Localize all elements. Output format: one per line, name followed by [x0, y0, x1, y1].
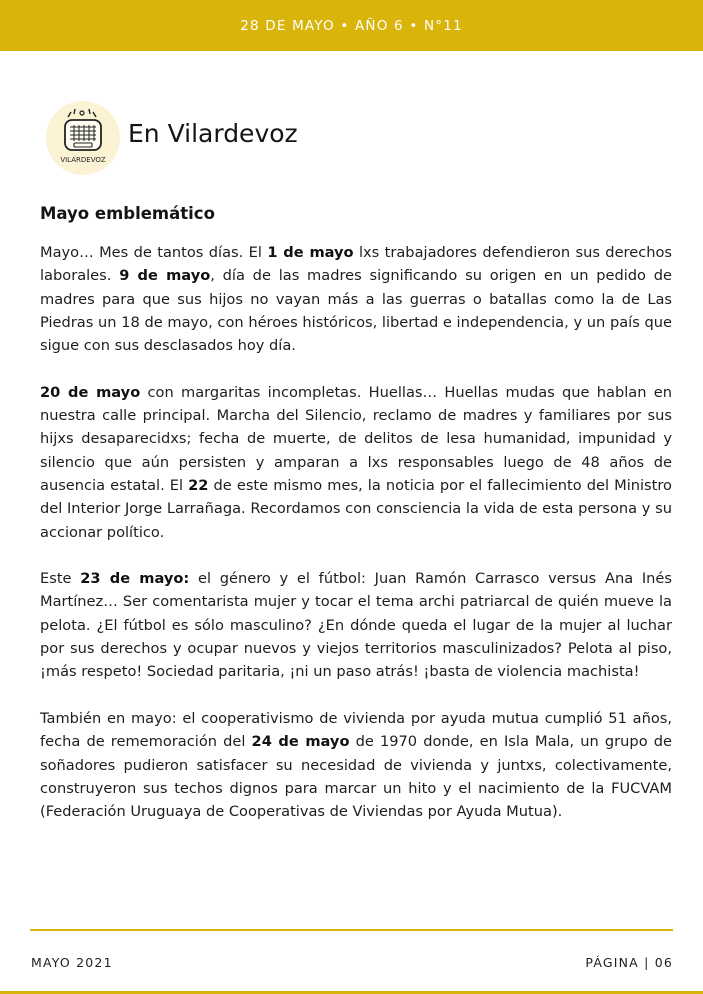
article-heading: Mayo emblemático — [40, 204, 215, 223]
footer-date: MAYO 2021 — [31, 955, 113, 970]
section-title: En Vilardevoz — [128, 119, 298, 148]
paragraph-text: Mayo… Mes de tantos días. El — [40, 244, 268, 261]
issue-line: 28 DE MAYO • AÑO 6 • N°11 — [240, 17, 463, 34]
paragraph-text: lxs trabajadores defendieron sus derechos laborales. — [40, 244, 673, 285]
page-number: PÁGINA | 06 — [585, 955, 673, 970]
date-highlight: 20 de mayo — [40, 383, 141, 401]
date-highlight: 23 de mayo: — [80, 570, 190, 588]
logo-caption: VILARDEVOZ — [60, 156, 106, 164]
paragraph-text: , día de las madres significando su origen en un pedido de madres para que sus hijos no vayan más a las guerras o batallas como la de Las Piedras un 18 de mayo, con héroes históricos, libertad e independencia, y un país que sigue con sus desclasados hoy día. — [40, 267, 672, 355]
paragraph-text: Este — [40, 570, 81, 588]
article — [40, 204, 672, 847]
footer-divider — [30, 929, 673, 931]
date-highlight: 1 de mayo — [267, 244, 354, 261]
header-bar — [0, 0, 703, 51]
paragraph-text: de este mismo mes, la noticia por el fallecimiento del Ministro del Interior Jorge Larrañaga. Recordamos con consciencia la vida de esta persona y su accionar político. — [40, 476, 672, 541]
paragraph-text: con margaritas incompletas. Huellas… Huellas mudas que hablan en nuestra calle principal. Marcha del Silencio, reclamo de madres y familiares por sus hijxs desaparecidxs; fecha de muerte, de delitos de lesa humanidad, impunidad y silencio que aún persisten y amparan a lxs responsables luego de 48 años de ausencia estatal. El — [40, 383, 672, 494]
article-paragraph — [40, 241, 672, 357]
article-paragraph — [40, 381, 672, 544]
paragraph-text: el género y el fútbol: Juan Ramón Carrasco versus Ana Inés Martínez… Ser comentarista mujer y tocar el tema archi patriarcal de quién mueve la pelota. ¿El fútbol es sólo masculino? ¿En dónde queda el lugar de la mujer al luchar por sus derechos y ocupar nuevos y viejos territorios masculinizados? Pelota al piso, ¡más respeto! Sociedad paritaria, ¡ni un paso atrás! ¡basta de violencia machista! — [40, 570, 672, 681]
article-paragraph — [40, 707, 672, 823]
vilardevoz-logo — [46, 101, 120, 175]
date-highlight: 22 — [188, 476, 209, 494]
article-body — [40, 241, 672, 823]
paragraph-text: También en mayo: el cooperativismo de vivienda por ayuda mutua cumplió 51 años, fecha de rememoración del — [40, 709, 672, 751]
date-highlight: 24 de mayo — [251, 733, 350, 751]
radio-icon — [46, 101, 120, 175]
article-paragraph — [40, 567, 672, 683]
date-highlight: 9 de mayo — [119, 267, 211, 285]
paragraph-text: de 1970 donde, en Isla Mala, un grupo de soñadores pudieron satisfacer su necesidad de vivienda y juntxs, colectivamente, construyeron sus techos dignos para marcar un hito y el nacimiento de la FUCVAM (Federación Uruguaya de Cooperativas de Viviendas por Ayuda Mutua). — [40, 733, 672, 821]
